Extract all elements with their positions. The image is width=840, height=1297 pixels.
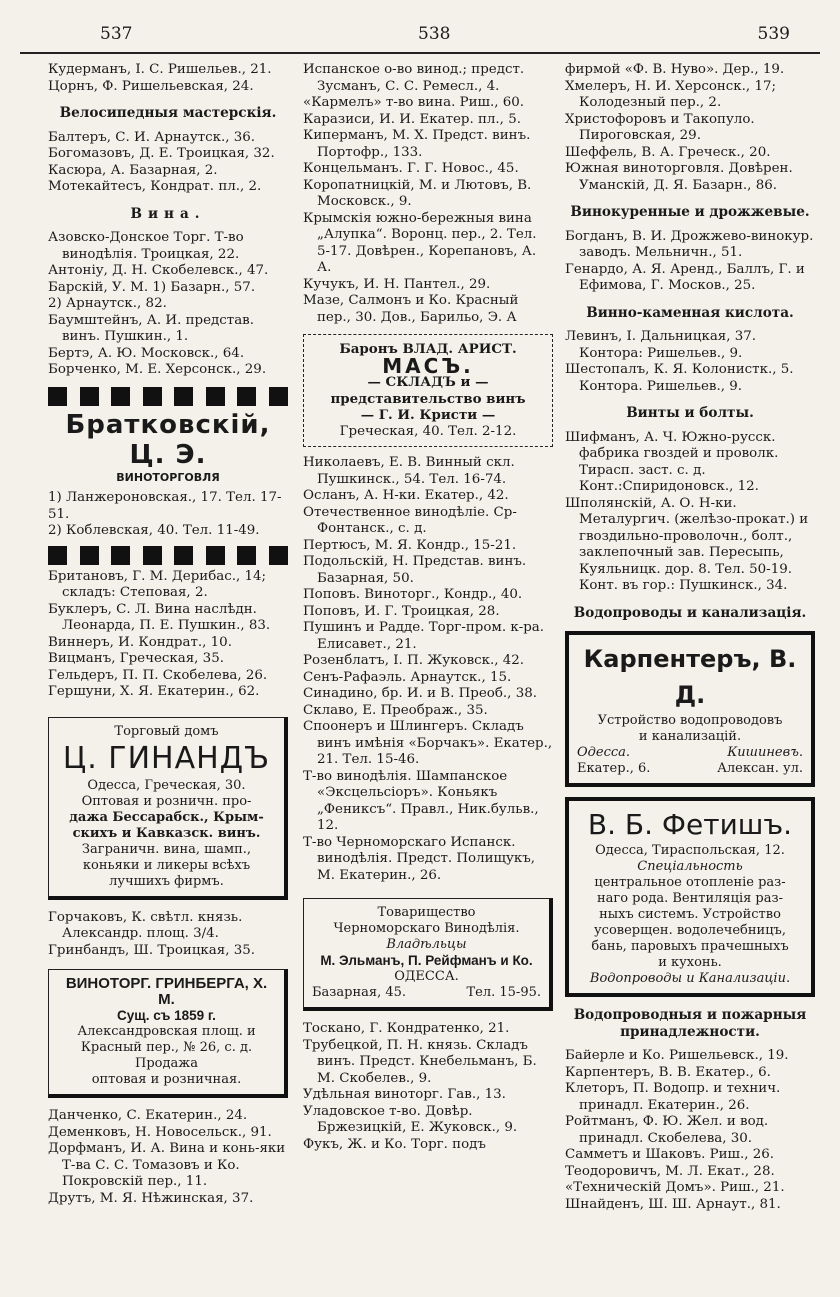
list-item: Антоніу, Д. Н. Скобелевск., 47. <box>48 263 269 278</box>
list-item: Южная виноторговля. Довѣрен. Уманскій, Д. Я. Базарн., 86. <box>565 161 793 193</box>
grinberg-name: ВИНОТОРГ. ГРИНБЕРГА, Х. М. <box>65 975 268 1008</box>
grinberg-ad <box>48 969 288 1098</box>
list-item: Отечественное винодѣліе. Ср-Фонтанск., с. д. <box>303 504 517 536</box>
list-item: Крымскія южно-бережныя вина „Алупка“. Воронц. пер., 2. Тел. 5-17. Довѣрен., Корепановъ, А. А. <box>303 210 537 275</box>
list-item: Шеффель, В. А. Греческ., 20. <box>565 144 771 160</box>
ginand-text: дажа Бессарабск., Крым- <box>69 809 264 825</box>
page-number-right: 539 <box>757 24 790 44</box>
list-item: фирмой «Ф. В. Нуво». Дер., 19. <box>565 62 785 77</box>
list-item: Уладовское т-во. Довѣр. Бржезицкій, Е. Жуковск., 9. <box>303 1103 518 1135</box>
grinberg-text: Продажа <box>135 1056 198 1071</box>
mas-name: МАСЪ. <box>382 353 474 378</box>
karpenter-addrs <box>577 761 803 777</box>
list-item: Деменковъ, Н. Новосельск., 91. <box>48 1124 272 1140</box>
ginand-text: Заграничн. вина, шамп., <box>81 841 252 857</box>
list-item: Азовско-Донское Торг. Т-во винодѣлія. Троицкая, 22. <box>48 230 244 262</box>
ginand-text: лучшихъ фирмъ. <box>109 873 224 889</box>
entry-list <box>303 455 553 884</box>
section-heading-bicycle: Велосипедныя мастерскія. <box>59 105 277 121</box>
list-item: «Кармелъ» т-во вина. Риш., 60. <box>303 95 525 110</box>
list-item: Бертэ, А. Ю. Московск., 64. <box>48 345 245 361</box>
list-item: Касюра, А. Базарная, 2. <box>48 162 218 178</box>
entry-list <box>48 1108 288 1207</box>
decor-squares <box>48 546 288 565</box>
mas-l5: Греческая, 40. Тел. 2-12. <box>339 423 517 439</box>
list-item: Виннеръ, И. Кондрат., 10. <box>48 634 232 650</box>
karpenter-addr: Алексан. ул. <box>717 761 803 776</box>
fetish-text: бань, паровыхъ прачешныхъ <box>591 939 789 954</box>
fetish-foot: Водопроводы и Канализаціи. <box>589 971 791 986</box>
elman-text: Черноморскаго Винодѣлія. <box>333 921 520 936</box>
fetish-addr: Одесса, Тираспольская, 12. <box>595 843 785 858</box>
grinberg-text: оптовая и розничная. <box>91 1072 242 1087</box>
ginand-text: Оптовая и розничн. про- <box>81 793 252 809</box>
entry-list <box>48 569 288 701</box>
fetish-text: наго рода. Вентиляція раз- <box>597 891 783 906</box>
list-item: Клеторъ, П. Водопр. и технич. принадл. Екатерин., 26. <box>565 1081 781 1113</box>
ginand-text: скихъ и Кавказск. винъ. <box>72 825 261 841</box>
elman-address-row <box>312 985 541 1001</box>
entry-list <box>565 229 815 295</box>
page-number-middle: 538 <box>418 24 451 44</box>
header-rule <box>20 52 820 54</box>
list-item: Британовъ, Г. М. Дерибас., 14; складъ: Степовая, 2. <box>48 568 267 600</box>
list-item: Шифманъ, А. Ч. Южно-русск. фабрика гвоздей и проволк. Тирасп. заст. с. д. Конт.:Спиридоновск., 12. <box>565 429 779 494</box>
list-item: Барскій, У. М. 1) Базарн., 57. <box>48 279 256 295</box>
entry-list <box>48 910 288 960</box>
list-item: Сенъ-Рафаэль. Арнаутск., 15. <box>303 669 512 685</box>
list-item: Христофоровъ и Такопуло. Пироговская, 29. <box>565 111 755 143</box>
mas-l2: — СКЛАДЪ и — <box>367 374 489 390</box>
list-item: Поповъ, И. Г. Троицкая, 28. <box>303 603 500 619</box>
list-item: Цорнъ, Ф. Ришельевская, 24. <box>48 78 254 94</box>
page-header <box>30 18 810 48</box>
list-item: Концельманъ. Г. Г. Новос., 45. <box>303 161 519 176</box>
section-heading-tartar: Винно-каменная кислота. <box>586 304 794 321</box>
entry-list <box>303 1021 553 1153</box>
list-item: Гринбандъ, Ш. Троицкая, 35. <box>48 942 256 958</box>
list-item: Карпентеръ, В. В. Екатер., 6. <box>565 1064 771 1080</box>
karpenter-city: Кишиневъ. <box>727 745 803 760</box>
fetish-name: В. Б. Фетишъ. <box>587 808 793 841</box>
list-item: Подольскій, Н. Представ. винъ. Базарная, 50. <box>303 554 527 586</box>
grinberg-text: Александровская площ. и <box>77 1024 256 1039</box>
list-item: Удѣльная виноторг. Гав., 13. <box>303 1087 506 1102</box>
bratkovsky-name: Братковскій, Ц. Э. <box>65 409 271 470</box>
mas-l1: Баронъ ВЛАД. АРИСТ. <box>339 341 517 357</box>
list-item: Склаво, Е. Преображ., 35. <box>303 702 488 718</box>
list-item: Мотекайтесъ, Кондрат. пл., 2. <box>48 179 262 194</box>
grinberg-text: Красный пер., № 26, с. д. <box>80 1040 253 1055</box>
list-item: Шестопалъ, К. Я. Колонистк., 5. Контора. Ришельев., 9. <box>565 362 794 394</box>
fetish-text: центральное отопленіе раз- <box>594 875 786 890</box>
mas-l4: — Г. И. Кристи — <box>360 407 496 423</box>
list-item: Синадино, бр. И. и В. Преоб., 38. <box>303 686 537 701</box>
entry-list <box>565 62 815 194</box>
list-item: Хмелеръ, Н. И. Херсонск., 17; Колодезный пер., 2. <box>565 78 776 110</box>
entry-list <box>48 130 288 196</box>
list-item: Споонеръ и Шлингеръ. Складъ винъ имѣнія «Борчакъ». Екатер., 21. Тел. 15-46. <box>303 719 553 767</box>
ginand-line1: Торговый домъ <box>114 723 219 739</box>
section-heading-water: Водопроводы и канализація. <box>573 604 807 621</box>
list-item: Балтеръ, С. И. Арнаутск., 36. <box>48 129 256 145</box>
karpenter-text: и канализацій. <box>638 729 742 744</box>
elman-text: Товарищество <box>377 905 476 920</box>
list-item: Вицманъ, Греческая, 35. <box>48 651 224 666</box>
list-item: Кучукъ, И. Н. Пантел., 29. <box>303 276 491 292</box>
list-item: Мазе, Салмонъ и Ко. Красный пер., 30. Дов., Барильо, Э. А <box>303 293 519 325</box>
elman-tel: Тел. 15-95. <box>466 985 541 1000</box>
elman-addr: Базарная, 45. <box>312 985 407 1000</box>
list-item: Пертюсъ, М. Я. Кондр., 15-21. <box>303 537 517 553</box>
ginand-addr: Одесса, Греческая, 30. <box>87 777 246 793</box>
list-item: Испанское о-во винод.; предст. Зусманъ, С. С. Ремесл., 4. <box>303 62 525 94</box>
bratkovsky-ad <box>48 387 288 565</box>
column-middle <box>303 62 553 1153</box>
section-heading-distill: Винокуренные и дрожжевые. <box>570 204 810 220</box>
entry-list <box>565 430 815 595</box>
entry-list <box>303 62 553 326</box>
list-item: Богомазовъ, Д. Е. Троицкая, 32. <box>48 146 275 161</box>
bratkovsky-addr2: 2) Коблевская, 40. Тел. 11-49. <box>48 523 260 538</box>
list-item: Розенблатъ, I. П. Жуковск., 42. <box>303 653 525 668</box>
karpenter-city: Одесса. <box>577 745 631 760</box>
fetish-text: усоверщен. водолечебницъ, <box>594 923 786 938</box>
ginand-name: Ц. ГИНАНДЪ <box>62 740 271 776</box>
list-item: Борченко, М. Е. Херсонск., 29. <box>48 362 267 377</box>
column-left <box>48 62 288 1207</box>
bratkovsky-sub: ВИНОТОРГОВЛЯ <box>116 470 220 484</box>
list-item: Кудерманъ, I. С. Ришельев., 21. <box>48 62 272 77</box>
list-item: Шполянскій, А. О. Н-ки. Металургич. (желѣзо-прокат.) и гвоздильно-проволочн., болт., заклепочный зав. Пересыпь, Куяльницк. дор. 8. Тел. 50-19. Конт. въ гор.: Пушкинск., 34. <box>565 495 809 593</box>
karpenter-cities <box>577 745 803 761</box>
list-item: Гельдеръ, П. П. Скобелева, 26. <box>48 667 268 683</box>
bratkovsky-addr1: 1) Ланжероновская., 17. Тел. 17-51. <box>48 490 282 522</box>
karpenter-ad <box>565 631 815 787</box>
list-item: Т-во Черноморскаго Испанск. винодѣлія. Предст. Полищукъ, М. Екатерин., 26. <box>303 834 536 883</box>
list-item: Дорфманъ, И. А. Вина и конь-яки Т-ва С. С. Томазовъ и Ко. Покровскій пер., 11. <box>48 1141 286 1189</box>
fetish-ad <box>565 797 815 997</box>
list-item: Друтъ, М. Я. Нѣжинская, 37. <box>48 1190 254 1206</box>
list-item: Т-во винодѣлія. Шампанское «Эксцельсіоръ». Коньякъ „Фениксъ“. Правл., Ник.бульв., 12. <box>303 768 539 833</box>
list-item: Байерле и Ко. Ришельевск., 19. <box>565 1048 789 1063</box>
list-item: Теодоровичъ, М. Л. Екат., 28. <box>565 1163 775 1179</box>
elman-ad <box>303 898 553 1011</box>
list-item: Фукъ, Ж. и Ко. Торг. подъ <box>303 1136 486 1152</box>
mas-ad <box>303 334 553 447</box>
page-number-left: 537 <box>100 24 133 44</box>
list-item: Пушинъ и Радде. Торг-пром. к-ра. Елисавет., 21. <box>303 620 545 652</box>
fetish-text: и кухонь. <box>658 955 722 970</box>
entry-list <box>48 230 288 379</box>
list-item: Баумштейнъ, А. И. представ. винъ. Пушкин., 1. <box>48 312 254 344</box>
mas-l3: представительство винъ <box>330 390 526 407</box>
list-item: «Техническій Домъ». Риш., 21. <box>565 1180 785 1195</box>
list-item: Ройтманъ, Ф. Ю. Жел. и вод. принадл. Скобелева, 30. <box>565 1114 769 1146</box>
list-item: Шнайденъ, Ш. Ш. Арнаут., 81. <box>565 1196 781 1212</box>
list-item: Тоскано, Г. Кондратенко, 21. <box>303 1021 510 1036</box>
fetish-spec: Спеціальность <box>637 859 743 874</box>
decor-squares <box>48 387 288 406</box>
elman-owners: М. Эльманъ, П. Рейфманъ и Ко. <box>320 953 533 968</box>
ginand-text: коньяки и ликеры всѣхъ <box>82 857 251 873</box>
fetish-text: ныхъ системъ. Устройство <box>599 907 781 922</box>
list-item: Поповъ. Виноторг., Кондр., 40. <box>303 587 523 602</box>
list-item: Самметъ и Шаковъ. Риш., 26. <box>565 1147 775 1162</box>
grinberg-since: Сущ. съ 1859 г. <box>117 1008 216 1023</box>
ginand-ad <box>48 717 288 900</box>
list-item: Богданъ, В. И. Дрожжево-винокур. заводъ. Мельничн., 51. <box>565 228 814 260</box>
list-item: Левинъ, I. Дальницкая, 37. Контора: Ришельев., 9. <box>565 329 757 361</box>
list-item: Данченко, С. Екатерин., 24. <box>48 1108 248 1123</box>
list-item: Коропатницкій, М. и Лютовъ, В. Московск., 9. <box>303 177 532 209</box>
section-heading-fire: Водопроводныя и пожарныя принадлежности. <box>573 1007 807 1040</box>
list-item: Киперманъ, М. Х. Предст. винъ. Портофр., 133. <box>303 128 531 160</box>
list-item: Каразиси, И. И. Екатер. пл., 5. <box>303 111 521 127</box>
section-heading-wines: Вина. <box>130 205 206 222</box>
karpenter-name: Карпентеръ, В. Д. <box>583 645 797 709</box>
column-right <box>565 62 815 1213</box>
entry-list <box>48 62 288 95</box>
list-item: Николаевъ, Е. В. Винный скл. Пушкинск., 54. Тел. 16-74. <box>303 455 515 487</box>
section-heading-screws: Винты и болты. <box>626 405 754 421</box>
list-item: Буклеръ, С. Л. Вина наслѣдн. Леонарда, П. Е. Пушкин., 83. <box>48 601 271 633</box>
elman-city: ОДЕССА. <box>394 969 459 984</box>
entry-list <box>565 1048 815 1213</box>
list-item: Генардо, А. Я. Аренд., Баллъ, Г. и Ефимова, Г. Москов., 25. <box>565 261 805 293</box>
list-item: Горчаковъ, К. свѣтл. князь. Александр. площ. 3/4. <box>48 909 243 941</box>
karpenter-addr: Екатер., 6. <box>577 761 651 776</box>
list-item: Трубецкой, П. Н. князь. Складъ винъ. Предст. Кнебельманъ, Б. М. Скобелев., 9. <box>303 1037 537 1086</box>
list-item: 2) Арнаутск., 82. <box>48 296 167 311</box>
entry-list <box>565 329 815 395</box>
elman-text: Владѣльцы <box>386 937 467 952</box>
list-item: Гершуни, Х. Я. Екатерин., 62. <box>48 684 260 699</box>
list-item: Осланъ, А. Н-ки. Екатер., 42. <box>303 488 509 503</box>
karpenter-text: Устройство водопроводовъ <box>597 713 783 728</box>
